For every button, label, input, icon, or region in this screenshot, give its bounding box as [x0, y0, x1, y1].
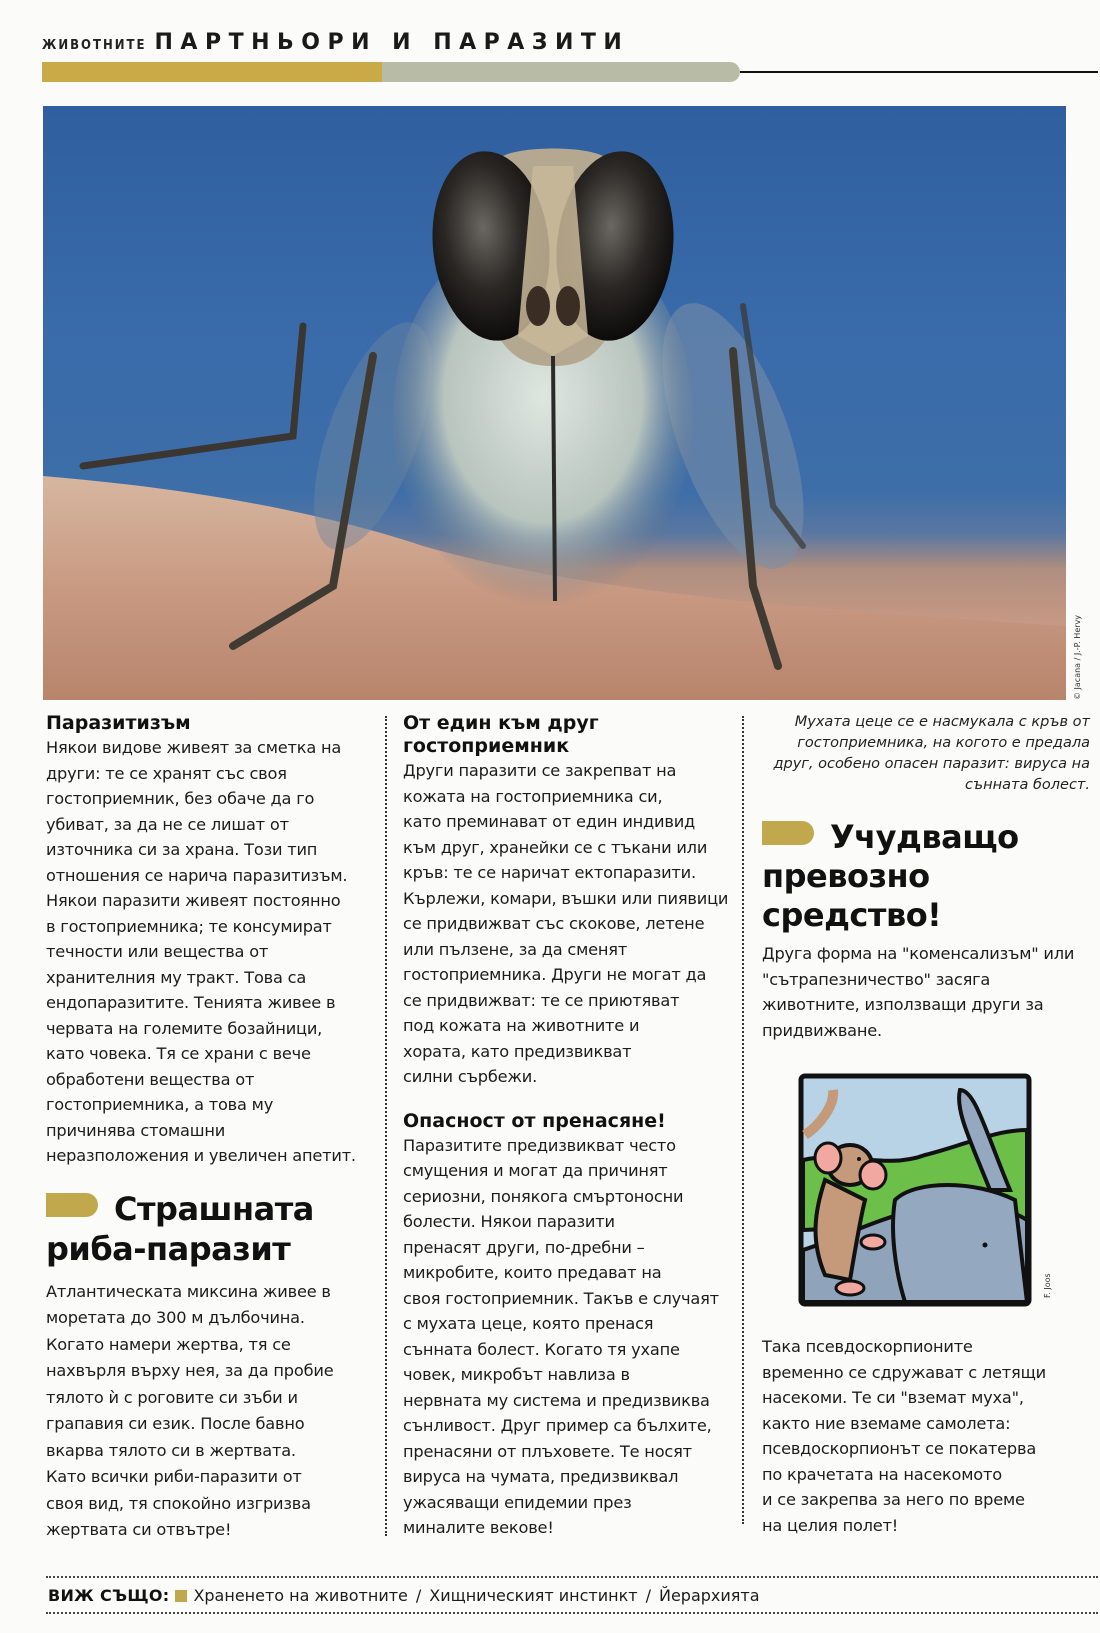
see-also-square-icon: [175, 1590, 187, 1602]
see-also-separator: /: [645, 1586, 651, 1605]
tsetse-fly-photo: [43, 106, 1066, 700]
footer-rule-bottom: [46, 1612, 1098, 1614]
illustration-credit: F. Joos: [1043, 1273, 1052, 1298]
column-divider: [742, 716, 744, 1524]
text-line: ужасяващи епидемии през: [403, 1492, 632, 1512]
text-line: жертвата си отвътре!: [46, 1520, 232, 1539]
heading-line: От един към друг: [403, 712, 599, 734]
see-also-link-hierarchy[interactable]: Йерархията: [658, 1586, 760, 1605]
column-divider: [385, 716, 387, 1536]
paragraph-transmission: [403, 1133, 733, 1541]
text-line: "сътрапезничество" засяга: [762, 969, 991, 989]
text-line: пренасяни от плъховете. Те носят: [403, 1441, 692, 1461]
monkey-elephant-illustration: [795, 1070, 1035, 1310]
text-line: своя вид, тя спокойно изгризва: [46, 1493, 311, 1513]
text-line: като преминават от един индивид: [403, 812, 696, 831]
text-line: червата на големите бозайници,: [46, 1018, 323, 1038]
text-line: хранителния му тракт. Това са: [46, 967, 307, 987]
text-line: моретата до 300 м дълбочина.: [46, 1308, 305, 1327]
text-line: вируса на чумата, предизвиквал: [403, 1467, 679, 1486]
text-line: причинява стомашни: [46, 1120, 226, 1140]
text-line: Паразитите предизвикват често: [403, 1135, 676, 1155]
text-line: се придвижват със скокове, летене: [403, 914, 705, 933]
header-color-bar: [42, 62, 740, 82]
text-line: гостоприемника. Други не могат да: [403, 965, 707, 984]
see-also-bar: [48, 1586, 760, 1605]
column-transport: [752, 712, 1090, 1043]
text-line: Така псевдоскорпионите: [762, 1337, 973, 1356]
text-line: временно се сдружават с летящи: [762, 1362, 1046, 1382]
text-line: пренасят други, по-дребни –: [403, 1237, 645, 1257]
text-line: силни сърбежи.: [403, 1067, 538, 1086]
text-line: сериозни, понякога смъртоносни: [403, 1186, 684, 1206]
text-line: обработени вещества от: [46, 1069, 255, 1089]
text-line: човек, микробът навлиза в: [403, 1365, 630, 1384]
text-line: с мухата цеце, която пренася: [403, 1314, 654, 1333]
see-also-label: ВИЖ СЪЩО:: [48, 1586, 170, 1605]
text-line: се придвижват: те се приютяват: [403, 990, 680, 1010]
text-line: други: те се хранят със своя: [46, 763, 287, 783]
text-line: нахвърля върху нея, за да пробие: [46, 1361, 334, 1380]
header-bar-grey: [382, 62, 740, 82]
column-parasitism: [46, 712, 366, 1544]
text-line: своя гостоприемник. Такъв е случаят: [403, 1288, 719, 1308]
text-line: като човека. Тя се храни с вече: [46, 1044, 311, 1063]
text-line: гостоприемника, а това му: [46, 1095, 274, 1114]
paragraph-ectoparasites: [403, 758, 733, 1090]
fly-face-mark-right: [556, 286, 580, 326]
text-line: към друг, хранейки се с тъкани или: [403, 837, 708, 857]
text-line: тялото ѝ с роговите си зъби и: [46, 1387, 298, 1407]
illustration-monkey-eye: [857, 1157, 861, 1161]
heading-transmission-danger: Опасност от пренасяне!: [403, 1109, 666, 1132]
heading-line: Учудващо: [830, 818, 1019, 856]
photo-credit: © Jacana / J.-P. Hervy: [1073, 614, 1082, 700]
text-line: миналите векове!: [403, 1518, 554, 1537]
text-line: смущения и могат да причинят: [403, 1161, 668, 1180]
text-line: Друга форма на "коменсализъм" или: [762, 944, 1075, 963]
column-host-transfer: [403, 712, 733, 1541]
see-also-link-feeding[interactable]: Храненето на животните: [193, 1586, 408, 1605]
text-line: както ние вземаме самолета:: [762, 1413, 1011, 1433]
heading-surprising-vehicle: [762, 818, 1090, 935]
text-line: Други паразити се закрепват на: [403, 761, 677, 780]
text-line: течности или вещества от: [46, 942, 269, 961]
header-rule: [740, 71, 1098, 73]
paragraph-parasitism: [46, 735, 366, 1169]
illustration-monkey-ear: [815, 1143, 841, 1173]
illustration-monkey-foot: [836, 1281, 864, 1295]
heading-scary-parasite-fish: [46, 1189, 366, 1269]
section-label: ЖИВОТНИТЕ: [42, 38, 147, 53]
page-title: ПАРТНЬОРИ И ПАРАЗИТИ: [154, 30, 630, 55]
text-line: микробите, които предават на: [403, 1263, 662, 1282]
text-line: по крачетата на насекомото: [762, 1464, 1002, 1484]
text-line: сънливост. Друг пример са бълхите,: [403, 1416, 712, 1435]
heading-line: превозно: [762, 857, 930, 895]
illustration-elephant-eye: [983, 1243, 988, 1248]
fly-proboscis: [553, 356, 555, 601]
caption-line: гостоприемника, на когото е предала: [797, 735, 1090, 751]
text-line: кръв: те се наричат ектопаразити.: [403, 863, 696, 882]
heading-bullet-icon: [46, 1193, 98, 1217]
text-line: и се закрепва за него по време: [762, 1490, 1025, 1509]
heading-line: риба-паразит: [46, 1229, 291, 1268]
text-line: хората, като предизвикват: [403, 1041, 632, 1061]
caption-line: Мухата цеце се е насмукала с кръв от: [794, 714, 1090, 730]
text-line: отношения се нарича паразитизъм.: [46, 865, 348, 885]
photo-caption: [752, 712, 1090, 796]
heading-line: средство!: [762, 896, 942, 934]
text-line: или пълзене, за да сменят: [403, 939, 628, 959]
text-line: псевдоскорпионът се покатерва: [762, 1439, 1037, 1458]
text-line: неразположения и увеличен апетит.: [46, 1146, 356, 1165]
text-line: източника си за храна. Този тип: [46, 840, 318, 859]
text-line: убиват, за да не се лишат от: [46, 814, 289, 834]
text-line: Атлантическата миксина живее в: [46, 1281, 331, 1301]
text-line: в гостоприемника; те консумират: [46, 916, 332, 936]
text-line: грапавия си език. После бавно: [46, 1414, 305, 1433]
text-line: болести. Някои паразити: [403, 1212, 615, 1231]
paragraph-pseudoscorpions: [762, 1334, 1092, 1538]
page-header: [42, 30, 629, 55]
illustration-monkey-hand: [861, 1235, 885, 1249]
text-line: животните, използващи други за: [762, 995, 1044, 1014]
see-also-link-predatory-instinct[interactable]: Хищническият инстинкт: [429, 1586, 638, 1605]
text-line: насекоми. Те си "вземат муха",: [762, 1388, 1024, 1407]
fly-illustration: [43, 106, 1066, 700]
caption-line: сънната болест.: [964, 777, 1090, 793]
paragraph-commensalism: [762, 941, 1090, 1043]
text-line: Кърлежи, комари, въшки или пиявици: [403, 888, 729, 908]
illustration-elephant-head: [893, 1185, 1027, 1302]
text-line: ендопаразитите. Тенията живее в: [46, 993, 336, 1012]
text-line: сънната болест. Когато тя ухапе: [403, 1339, 680, 1359]
text-line: придвижване.: [762, 1020, 882, 1040]
text-line: нервната му система и предизвиква: [403, 1390, 710, 1410]
text-line: на целия полет!: [762, 1515, 899, 1535]
heading-line: гостоприемник: [403, 735, 570, 757]
fly-face-mark-left: [526, 286, 550, 326]
heading-bullet-icon: [762, 821, 814, 845]
text-line: гостоприемник, без обаче да го: [46, 789, 315, 808]
text-line: кожата на гостоприемника си,: [403, 786, 663, 806]
heading-line: Страшната: [114, 1189, 314, 1228]
fly-leg-mid-left: [83, 326, 303, 466]
illustration-monkey-muzzle: [860, 1161, 886, 1189]
text-line: Като всички риби-паразити от: [46, 1467, 302, 1486]
text-line: вкарва тялото си в жертвата.: [46, 1440, 296, 1460]
caption-line: друг, особено опасен паразит: вируса на: [773, 756, 1090, 772]
text-line: Когато намери жертва, тя се: [46, 1334, 291, 1354]
paragraph-hagfish: [46, 1279, 366, 1544]
heading-parasitism: Паразитизъм: [46, 712, 191, 734]
header-bar-gold: [42, 62, 382, 82]
text-line: Някои видове живеят за сметка на: [46, 738, 342, 757]
heading-host-to-host: [403, 712, 733, 758]
text-line: Някои паразити живеят постоянно: [46, 891, 341, 910]
text-line: под кожата на животните и: [403, 1016, 640, 1035]
footer-rule-top: [46, 1576, 1098, 1578]
see-also-separator: /: [415, 1586, 422, 1605]
